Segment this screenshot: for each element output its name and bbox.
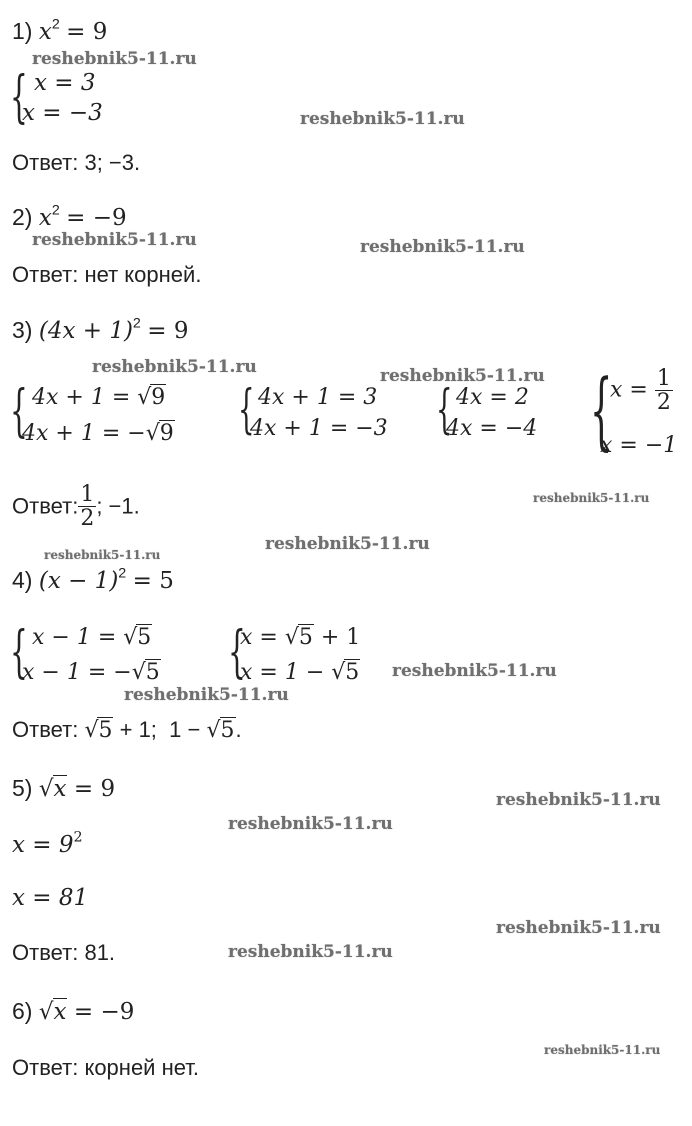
sqrt: √5 bbox=[206, 718, 235, 743]
sqrt: √5 bbox=[84, 718, 113, 743]
sqrt: √5 bbox=[123, 625, 152, 650]
system-line: x = −1 bbox=[600, 433, 678, 458]
system-line: x − 1 = √5 bbox=[32, 625, 152, 650]
brace: { bbox=[10, 620, 28, 685]
brace: { bbox=[228, 620, 246, 685]
watermark: reshebnik5-11.ru bbox=[228, 942, 393, 962]
brace: { bbox=[590, 361, 613, 459]
problem-1-header: 1) $x^2 = 9$ bbox=[12, 16, 108, 45]
system-line: x = 3 bbox=[34, 70, 96, 96]
watermark: reshebnik5-11.ru bbox=[533, 491, 650, 505]
answer-5: Ответ: 81. bbox=[12, 940, 116, 965]
brace: { bbox=[10, 379, 28, 444]
watermark: reshebnik5-11.ru bbox=[92, 357, 257, 377]
problem-3-header: 3) $(4x + 1)^2 = 9$ bbox=[12, 315, 189, 344]
problem-2-header: 2) $x^2 = -9$ bbox=[12, 202, 127, 231]
sqrt: √x bbox=[38, 776, 67, 802]
watermark: reshebnik5-11.ru bbox=[32, 230, 197, 250]
system-line: 4x = −4 bbox=[446, 416, 538, 441]
watermark: reshebnik5-11.ru bbox=[544, 1043, 661, 1057]
watermark: reshebnik5-11.ru bbox=[496, 918, 661, 938]
fraction: $\frac{1}{2}$ bbox=[656, 366, 671, 416]
sqrt: √9 bbox=[137, 385, 166, 410]
fraction: $\frac{1}{2}$ bbox=[80, 482, 95, 532]
sqrt: √5 bbox=[284, 625, 313, 650]
system-line: 4x + 1 = −3 bbox=[250, 416, 388, 441]
brace: { bbox=[10, 65, 28, 130]
system-line: 4x = 2 bbox=[456, 385, 529, 410]
answer-1: Ответ: 3; −3. bbox=[12, 150, 141, 175]
watermark: reshebnik5-11.ru bbox=[380, 366, 545, 386]
sqrt: √9 bbox=[145, 421, 174, 446]
answer-6: Ответ: корней нет. bbox=[12, 1055, 199, 1080]
watermark: reshebnik5-11.ru bbox=[44, 548, 161, 562]
brace: { bbox=[238, 380, 255, 440]
system-line: x = 1 − √5 bbox=[240, 660, 360, 685]
brace: { bbox=[436, 380, 453, 440]
watermark: reshebnik5-11.ru bbox=[265, 534, 430, 554]
sqrt: √5 bbox=[131, 660, 160, 685]
watermark: reshebnik5-11.ru bbox=[300, 109, 465, 129]
watermark: reshebnik5-11.ru bbox=[360, 237, 525, 257]
answer-3: Ответ: $\frac{1}{2}$ ; −1. bbox=[12, 482, 140, 532]
problem-6-header: 6) √x = −9 bbox=[12, 998, 135, 1025]
problem-5-header: 5) √x = 9 bbox=[12, 775, 116, 802]
watermark: reshebnik5-11.ru bbox=[124, 685, 289, 705]
step-line: x = 81 bbox=[12, 885, 89, 911]
problem-4-header: 4) $(x - 1)^2 = 5$ bbox=[12, 565, 174, 594]
sqrt: √x bbox=[38, 999, 67, 1025]
system-line: 4x + 1 = 3 bbox=[258, 385, 378, 410]
system-line: x = √5 + 1 bbox=[240, 625, 361, 650]
system-line: 4x + 1 = √9 bbox=[32, 385, 166, 410]
watermark: reshebnik5-11.ru bbox=[228, 814, 393, 834]
watermark: reshebnik5-11.ru bbox=[496, 790, 661, 810]
system-line: x − 1 = −√5 bbox=[22, 660, 160, 685]
watermark: reshebnik5-11.ru bbox=[32, 49, 197, 69]
answer-2: Ответ: нет корней. bbox=[12, 262, 202, 287]
step-line: $x = 9^2$ bbox=[12, 829, 83, 858]
sqrt: √5 bbox=[331, 660, 360, 685]
system-line: 4x + 1 = −√9 bbox=[22, 421, 174, 446]
watermark: reshebnik5-11.ru bbox=[392, 661, 557, 681]
system-line: x = $\frac{1}{2}$ bbox=[610, 366, 671, 416]
system-line: x = −3 bbox=[22, 100, 103, 126]
answer-4: Ответ: √5 + 1; 1 − √5. bbox=[12, 717, 242, 743]
